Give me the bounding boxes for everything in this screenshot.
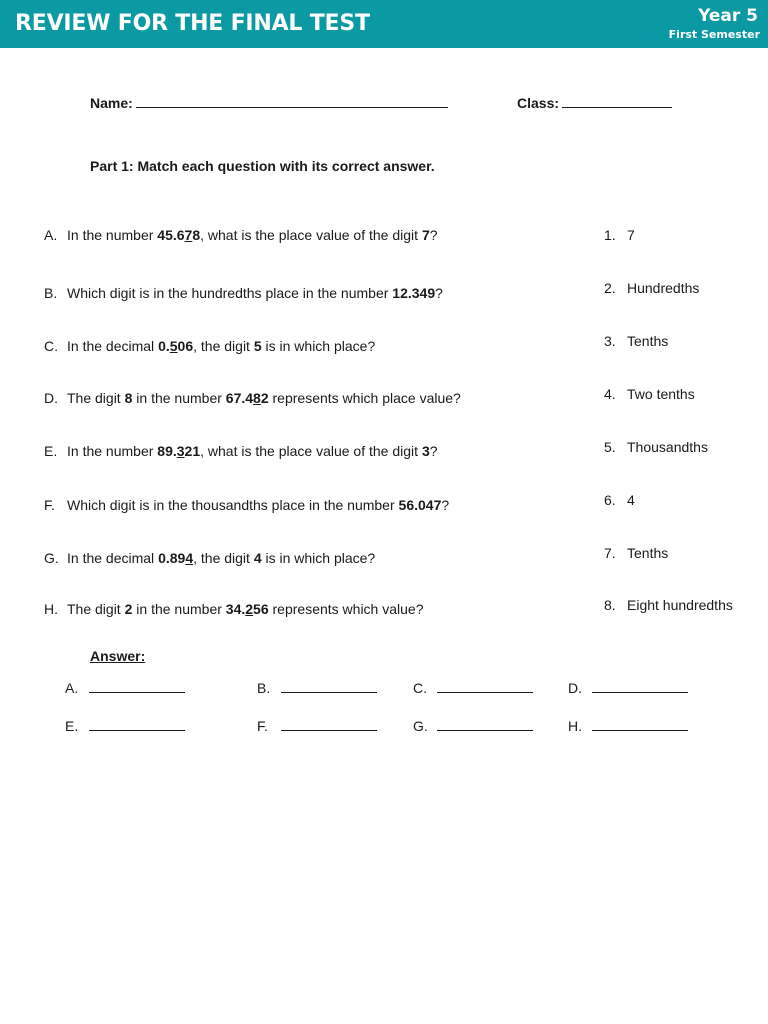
question-letter: B. — [44, 285, 58, 301]
worksheet-title: REVIEW FOR THE FINAL TEST — [15, 11, 370, 36]
answer-blank-e[interactable] — [65, 718, 185, 734]
answer-number: 7. — [604, 545, 616, 561]
question-text: , what is the place value of the digit — [200, 443, 422, 459]
class-line[interactable] — [562, 94, 672, 108]
answer-section-title: Answer: — [90, 648, 146, 664]
answer-blank-f[interactable] — [257, 718, 377, 734]
question-text: In the number — [67, 443, 158, 459]
answer-option-4 — [604, 386, 695, 402]
question-b — [44, 285, 443, 301]
question-d — [44, 390, 461, 406]
blank-line[interactable] — [281, 718, 377, 731]
name-line[interactable] — [136, 94, 448, 108]
answer-number: 6. — [604, 492, 616, 508]
answer-number: 2. — [604, 280, 616, 296]
answer-number: 8. — [604, 597, 616, 613]
question-text: In the decimal — [67, 338, 159, 354]
blank-label: F. — [257, 718, 268, 734]
blank-line[interactable] — [592, 718, 688, 731]
question-text: In the decimal — [67, 550, 159, 566]
blank-label: C. — [413, 680, 427, 696]
answer-option-3 — [604, 333, 668, 349]
question-letter: C. — [44, 338, 58, 354]
question-letter: H. — [44, 601, 58, 617]
question-text: is in which place? — [261, 338, 376, 354]
question-text: Which digit is in the thousandths place in the number — [67, 497, 399, 513]
blank-line[interactable] — [437, 718, 533, 731]
question-g — [44, 550, 375, 566]
question-text: Which digit is in the hundredths place in the number — [67, 285, 393, 301]
question-text: , the digit — [193, 338, 254, 354]
question-text: represents which value? — [268, 601, 424, 617]
blank-label: B. — [257, 680, 271, 696]
answer-option-5 — [604, 439, 708, 455]
answer-text: Tenths — [627, 545, 669, 561]
blank-label: A. — [65, 680, 79, 696]
answer-text: Two tenths — [627, 386, 695, 402]
question-number: 0.894 — [158, 550, 194, 566]
answer-blank-d[interactable] — [568, 680, 688, 696]
question-text: in the number — [132, 601, 226, 617]
answer-option-2 — [604, 280, 699, 296]
question-number: 45.678 — [157, 227, 201, 243]
question-digit: 2 — [124, 601, 133, 617]
question-letter: A. — [44, 227, 58, 243]
blank-line[interactable] — [437, 680, 533, 693]
answer-number: 4. — [604, 386, 616, 402]
answer-number: 1. — [604, 227, 616, 243]
question-text: is in which place? — [261, 550, 376, 566]
question-text: represents which place value? — [268, 390, 461, 406]
blank-label: E. — [65, 718, 79, 734]
question-e — [44, 443, 438, 459]
blank-line[interactable] — [592, 680, 688, 693]
header-banner — [0, 0, 768, 48]
question-number: 0.506 — [158, 338, 194, 354]
answer-text: Eight hundredths — [627, 597, 733, 613]
question-letter: D. — [44, 390, 58, 406]
part1-instruction: Part 1: Match each question with its correct answer. — [90, 158, 435, 174]
year-label: Year 5 — [698, 6, 758, 26]
question-text: in the number — [132, 390, 226, 406]
answer-text: Hundredths — [627, 280, 700, 296]
question-digit: 3 — [421, 443, 430, 459]
class-field[interactable] — [517, 94, 672, 111]
answer-text: 7 — [627, 227, 635, 243]
answer-blank-a[interactable] — [65, 680, 185, 696]
blank-line[interactable] — [281, 680, 377, 693]
answer-blank-g[interactable] — [413, 718, 533, 734]
name-label: Name: — [90, 95, 133, 111]
blank-line[interactable] — [89, 680, 185, 693]
question-text: ? — [435, 285, 443, 301]
question-digit: 8 — [124, 390, 133, 406]
blank-label: H. — [568, 718, 582, 734]
answer-number: 3. — [604, 333, 616, 349]
question-f — [44, 497, 449, 513]
blank-line[interactable] — [89, 718, 185, 731]
question-a — [44, 227, 438, 243]
question-h — [44, 601, 424, 617]
question-text: ? — [429, 443, 438, 459]
question-number: 34.256 — [225, 601, 269, 617]
question-letter: G. — [44, 550, 59, 566]
question-digit: 7 — [421, 227, 430, 243]
question-number: 12.349 — [392, 285, 436, 301]
answer-blank-b[interactable] — [257, 680, 377, 696]
answer-blank-h[interactable] — [568, 718, 688, 734]
class-label: Class: — [517, 95, 560, 111]
question-text: The digit — [67, 390, 125, 406]
semester-label: First Semester — [668, 28, 760, 41]
answer-number: 5. — [604, 439, 616, 455]
answer-text: Tenths — [627, 333, 669, 349]
question-c — [44, 338, 375, 354]
question-text: , what is the place value of the digit — [200, 227, 422, 243]
question-letter: E. — [44, 443, 58, 459]
question-digit: 5 — [253, 338, 262, 354]
answer-blank-c[interactable] — [413, 680, 533, 696]
answer-text: 4 — [627, 492, 635, 508]
question-letter: F. — [44, 497, 55, 513]
answer-option-1 — [604, 227, 635, 243]
answer-option-6 — [604, 492, 635, 508]
question-text: ? — [429, 227, 438, 243]
blank-label: D. — [568, 680, 582, 696]
answer-option-8 — [604, 597, 733, 613]
question-number: 67.482 — [225, 390, 269, 406]
question-text: The digit — [67, 601, 125, 617]
question-text: In the number — [67, 227, 158, 243]
question-text: ? — [441, 497, 450, 513]
answer-option-7 — [604, 545, 668, 561]
question-number: 89.321 — [157, 443, 201, 459]
name-field[interactable] — [90, 94, 448, 111]
question-text: , the digit — [193, 550, 254, 566]
answer-text: Thousandths — [627, 439, 708, 455]
blank-label: G. — [413, 718, 428, 734]
question-digit: 4 — [253, 550, 262, 566]
question-number: 56.047 — [398, 497, 442, 513]
